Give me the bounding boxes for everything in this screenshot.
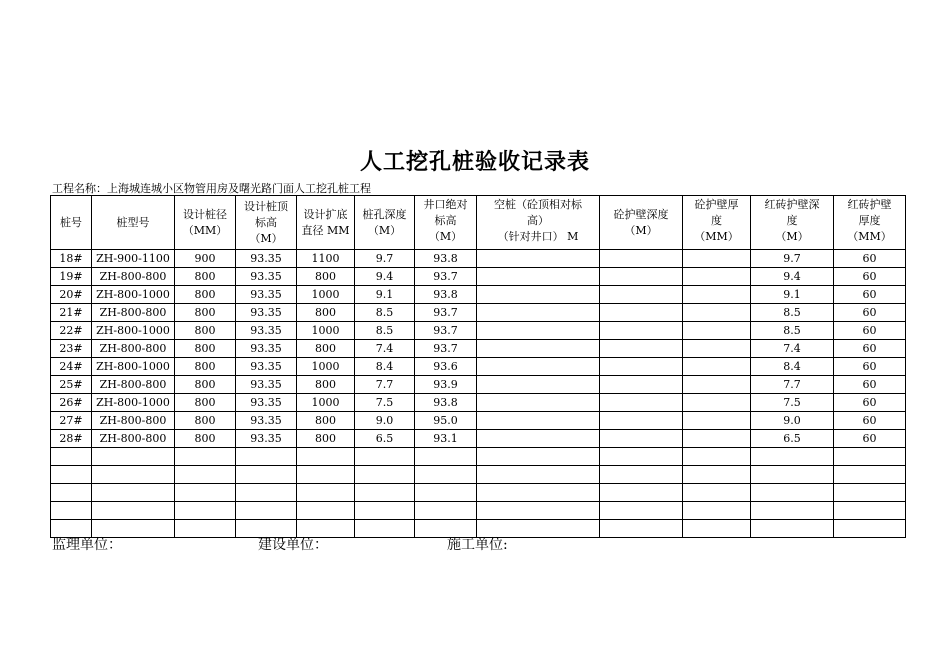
table-cell: 93.6	[415, 358, 477, 376]
table-cell: 93.7	[415, 304, 477, 322]
table-cell	[683, 394, 751, 412]
header-line: 直径 MM	[301, 223, 350, 237]
table-cell: 800	[175, 394, 236, 412]
table-cell	[415, 448, 477, 466]
table-cell	[600, 268, 683, 286]
table-cell	[92, 484, 175, 502]
table-cell	[683, 466, 751, 484]
table-cell: 7.4	[751, 340, 834, 358]
table-cell: 21#	[51, 304, 92, 322]
table-cell	[355, 520, 415, 538]
table-cell	[175, 502, 236, 520]
table-cell: ZH-800-800	[92, 430, 175, 448]
table-cell	[477, 304, 600, 322]
table-row	[51, 322, 906, 340]
table-cell: 9.1	[355, 286, 415, 304]
table-cell: 93.8	[415, 286, 477, 304]
header-line: 设计扩底	[303, 207, 348, 221]
table-cell	[236, 448, 297, 466]
table-row	[51, 304, 906, 322]
table-cell: 20#	[51, 286, 92, 304]
header-line: 度	[711, 214, 722, 227]
table-cell: ZH-800-1000	[92, 358, 175, 376]
document-title: 人工挖孔桩验收记录表	[359, 149, 590, 175]
table-cell: 93.7	[415, 322, 477, 340]
table-cell	[834, 448, 906, 466]
table-cell	[683, 304, 751, 322]
table-cell: 9.0	[751, 412, 834, 430]
table-cell: 7.7	[355, 376, 415, 394]
pile-acceptance-table	[50, 195, 906, 538]
table-cell	[92, 466, 175, 484]
header-line: 桩号	[60, 215, 82, 229]
table-cell	[600, 250, 683, 268]
table-cell	[51, 502, 92, 520]
table-cell: 7.5	[355, 394, 415, 412]
table-cell: 93.7	[415, 340, 477, 358]
table-cell	[683, 520, 751, 538]
header-line: 红砖护壁	[847, 198, 892, 211]
table-cell	[355, 448, 415, 466]
table-cell: ZH-800-800	[92, 268, 175, 286]
table-cell: 8.5	[355, 304, 415, 322]
table-cell	[297, 466, 355, 484]
table-cell	[477, 268, 600, 286]
table-cell	[477, 394, 600, 412]
table-cell	[600, 466, 683, 484]
table-cell: 22#	[51, 322, 92, 340]
table-cell	[600, 502, 683, 520]
header-line: （M）	[624, 223, 658, 237]
table-cell	[600, 358, 683, 376]
table-cell: 800	[297, 412, 355, 430]
project-name: 工程名称：上海城连城小区物管用房及曙光路门面人工挖孔桩工程	[52, 182, 371, 195]
table-cell	[683, 358, 751, 376]
table-cell	[477, 286, 600, 304]
header-row	[51, 196, 906, 250]
table-cell	[477, 340, 600, 358]
table-cell: 23#	[51, 340, 92, 358]
table-cell: ZH-800-800	[92, 412, 175, 430]
table-cell: ZH-800-800	[92, 376, 175, 394]
table-cell: 24#	[51, 358, 92, 376]
table-cell	[683, 268, 751, 286]
table-cell: 9.4	[751, 268, 834, 286]
table-cell	[683, 340, 751, 358]
table-cell: 93.35	[236, 412, 297, 430]
table-cell: 93.35	[236, 394, 297, 412]
table-row	[51, 412, 906, 430]
table-cell	[415, 502, 477, 520]
table-cell: 28#	[51, 430, 92, 448]
header-line: 度	[786, 214, 798, 227]
table-cell	[683, 250, 751, 268]
table-cell: ZH-800-800	[92, 304, 175, 322]
table-cell: 900	[175, 250, 236, 268]
table-cell	[751, 484, 834, 502]
table-cell: 1000	[297, 286, 355, 304]
header-line: 设计桩顶	[244, 199, 288, 213]
table-cell	[51, 466, 92, 484]
table-cell	[683, 430, 751, 448]
table-row	[51, 340, 906, 358]
table-cell: 93.35	[236, 322, 297, 340]
table-cell: 800	[297, 340, 355, 358]
table-cell	[297, 502, 355, 520]
table-cell	[92, 502, 175, 520]
table-cell: 93.8	[415, 250, 477, 268]
header-design-diameter	[175, 196, 236, 250]
table-cell: ZH-800-1000	[92, 322, 175, 340]
table-cell	[683, 484, 751, 502]
table-cell: 60	[834, 304, 906, 322]
header-line: 桩孔深度	[362, 207, 407, 221]
table-cell	[175, 466, 236, 484]
table-cell: 60	[834, 268, 906, 286]
header-pile-no	[51, 196, 92, 250]
table-cell	[477, 430, 600, 448]
table-cell	[600, 322, 683, 340]
header-line: 高）	[527, 214, 549, 227]
table-cell	[236, 484, 297, 502]
table-cell: 93.35	[236, 358, 297, 376]
header-concrete-wall-thickness	[683, 196, 751, 250]
table-cell: 93.35	[236, 340, 297, 358]
table-cell: 18#	[51, 250, 92, 268]
table-cell	[834, 502, 906, 520]
table-cell: 19#	[51, 268, 92, 286]
table-cell	[751, 502, 834, 520]
table-cell: 93.1	[415, 430, 477, 448]
table-cell	[477, 502, 600, 520]
contractor-unit-label: 施工单位:	[447, 537, 508, 553]
header-line: 砼护壁厚	[694, 198, 739, 211]
table-cell	[477, 376, 600, 394]
table-cell: 800	[297, 430, 355, 448]
table-cell: 8.4	[751, 358, 834, 376]
table-cell	[683, 286, 751, 304]
table-cell	[834, 466, 906, 484]
table-cell: 26#	[51, 394, 92, 412]
table-cell: 60	[834, 430, 906, 448]
table-cell: 1000	[297, 358, 355, 376]
table-cell: 6.5	[355, 430, 415, 448]
table-cell: 9.1	[751, 286, 834, 304]
table-cell	[236, 502, 297, 520]
table-cell	[600, 520, 683, 538]
table-cell: 800	[175, 286, 236, 304]
table-cell: 60	[834, 376, 906, 394]
table-cell: 7.7	[751, 376, 834, 394]
table-cell: 8.5	[751, 322, 834, 340]
table-cell	[683, 502, 751, 520]
table-row	[51, 268, 906, 286]
table-cell	[355, 502, 415, 520]
table-cell: 7.5	[751, 394, 834, 412]
header-line: 桩型号	[116, 215, 150, 229]
header-brick-wall-thickness	[834, 196, 906, 250]
table-row	[51, 394, 906, 412]
header-line: 红砖护壁深	[764, 198, 820, 211]
table-cell: ZH-800-800	[92, 340, 175, 358]
table-cell: 93.35	[236, 250, 297, 268]
table-cell: 93.9	[415, 376, 477, 394]
table-cell	[600, 430, 683, 448]
table-cell: 93.35	[236, 304, 297, 322]
supervisor-unit-label: 监理单位：	[52, 537, 122, 553]
table-cell: 7.4	[355, 340, 415, 358]
table-row	[51, 250, 906, 268]
table-cell: 60	[834, 250, 906, 268]
table-cell: 93.35	[236, 268, 297, 286]
table-row	[51, 430, 906, 448]
table-row	[51, 448, 906, 466]
header-line: （MM）	[694, 230, 739, 243]
table-cell: 93.35	[236, 286, 297, 304]
header-concrete-wall-depth	[600, 196, 683, 250]
header-design-base-diameter	[297, 196, 355, 250]
header-hole-depth	[355, 196, 415, 250]
table-cell: 8.4	[355, 358, 415, 376]
table-cell: 1000	[297, 394, 355, 412]
table-cell	[600, 412, 683, 430]
header-line: 砼护壁深度	[613, 207, 669, 221]
header-line: 空桩（砼顶相对标	[494, 198, 582, 211]
builder-unit-label: 建设单位：	[258, 537, 328, 553]
table-row	[51, 502, 906, 520]
table-cell	[175, 448, 236, 466]
table-cell: 800	[175, 430, 236, 448]
table-cell: 93.8	[415, 394, 477, 412]
table-cell	[355, 466, 415, 484]
table-cell	[175, 520, 236, 538]
header-line: 设计桩径	[183, 207, 227, 221]
table-cell: 9.4	[355, 268, 415, 286]
table-cell: 800	[175, 376, 236, 394]
table-cell	[600, 340, 683, 358]
table-cell: 93.35	[236, 430, 297, 448]
header-line: （MM）	[847, 230, 892, 243]
table-cell: 1000	[297, 322, 355, 340]
table-cell: 800	[297, 268, 355, 286]
table-cell	[477, 412, 600, 430]
header-line: （M）	[367, 223, 402, 237]
table-cell	[683, 412, 751, 430]
table-cell: 27#	[51, 412, 92, 430]
table-cell: 800	[175, 304, 236, 322]
table-cell	[683, 448, 751, 466]
table-cell: 800	[175, 268, 236, 286]
table-cell: 9.0	[355, 412, 415, 430]
table-cell	[51, 484, 92, 502]
table-cell	[600, 286, 683, 304]
table-cell	[751, 520, 834, 538]
table-cell	[600, 448, 683, 466]
header-line: （MM）	[182, 223, 228, 237]
table-row	[51, 466, 906, 484]
table-cell	[600, 376, 683, 394]
table-cell: 800	[175, 340, 236, 358]
table-cell	[236, 466, 297, 484]
table-cell: ZH-800-1000	[92, 286, 175, 304]
table-cell: 60	[834, 358, 906, 376]
table-cell: 93.7	[415, 268, 477, 286]
table-cell: ZH-800-1000	[92, 394, 175, 412]
table-cell	[51, 448, 92, 466]
table-cell: 95.0	[415, 412, 477, 430]
table-cell: 60	[834, 340, 906, 358]
header-line: （M）	[249, 231, 283, 245]
table-cell	[297, 448, 355, 466]
table-cell	[834, 520, 906, 538]
table-cell: 93.35	[236, 376, 297, 394]
table-cell	[477, 484, 600, 502]
table-cell	[415, 484, 477, 502]
table-cell	[751, 448, 834, 466]
table-cell: 800	[175, 412, 236, 430]
table-cell: 800	[175, 358, 236, 376]
header-empty-pile	[477, 196, 600, 250]
header-line: （针对井口） M	[497, 230, 579, 243]
table-cell	[477, 250, 600, 268]
table-cell: 800	[297, 376, 355, 394]
table-cell	[600, 484, 683, 502]
header-line: （M）	[775, 230, 809, 243]
table-cell: 8.5	[355, 322, 415, 340]
table-cell	[834, 484, 906, 502]
table-cell	[477, 358, 600, 376]
table-cell	[175, 484, 236, 502]
table-row	[51, 376, 906, 394]
table-body	[51, 250, 906, 538]
table-cell: 9.7	[751, 250, 834, 268]
table-cell	[683, 322, 751, 340]
header-pile-type	[92, 196, 175, 250]
table-cell	[600, 304, 683, 322]
table-cell	[477, 322, 600, 340]
table-cell	[751, 466, 834, 484]
table-cell	[477, 466, 600, 484]
header-design-top-elevation	[236, 196, 297, 250]
table-cell: 60	[834, 394, 906, 412]
table-cell: 800	[175, 322, 236, 340]
table-cell: 60	[834, 322, 906, 340]
table-cell: 6.5	[751, 430, 834, 448]
table-cell: 9.7	[355, 250, 415, 268]
table-cell: 1100	[297, 250, 355, 268]
header-wellhead-elevation	[415, 196, 477, 250]
table-cell	[415, 466, 477, 484]
header-line: 井口绝对	[423, 198, 468, 211]
table-row	[51, 286, 906, 304]
header-brick-wall-depth	[751, 196, 834, 250]
table-cell: 60	[834, 286, 906, 304]
header-line: （M）	[428, 230, 463, 243]
table-cell	[477, 448, 600, 466]
table-cell	[92, 448, 175, 466]
header-line: 标高	[255, 215, 277, 229]
table-cell: ZH-900-1100	[92, 250, 175, 268]
table-cell	[355, 484, 415, 502]
header-line: 标高	[434, 214, 457, 227]
table-row	[51, 358, 906, 376]
table-cell	[297, 484, 355, 502]
table-cell	[600, 394, 683, 412]
table-cell: 800	[297, 304, 355, 322]
table-cell: 8.5	[751, 304, 834, 322]
header-line: 厚度	[858, 214, 881, 227]
table-row	[51, 484, 906, 502]
table-cell	[683, 376, 751, 394]
table-cell: 25#	[51, 376, 92, 394]
table-cell: 60	[834, 412, 906, 430]
